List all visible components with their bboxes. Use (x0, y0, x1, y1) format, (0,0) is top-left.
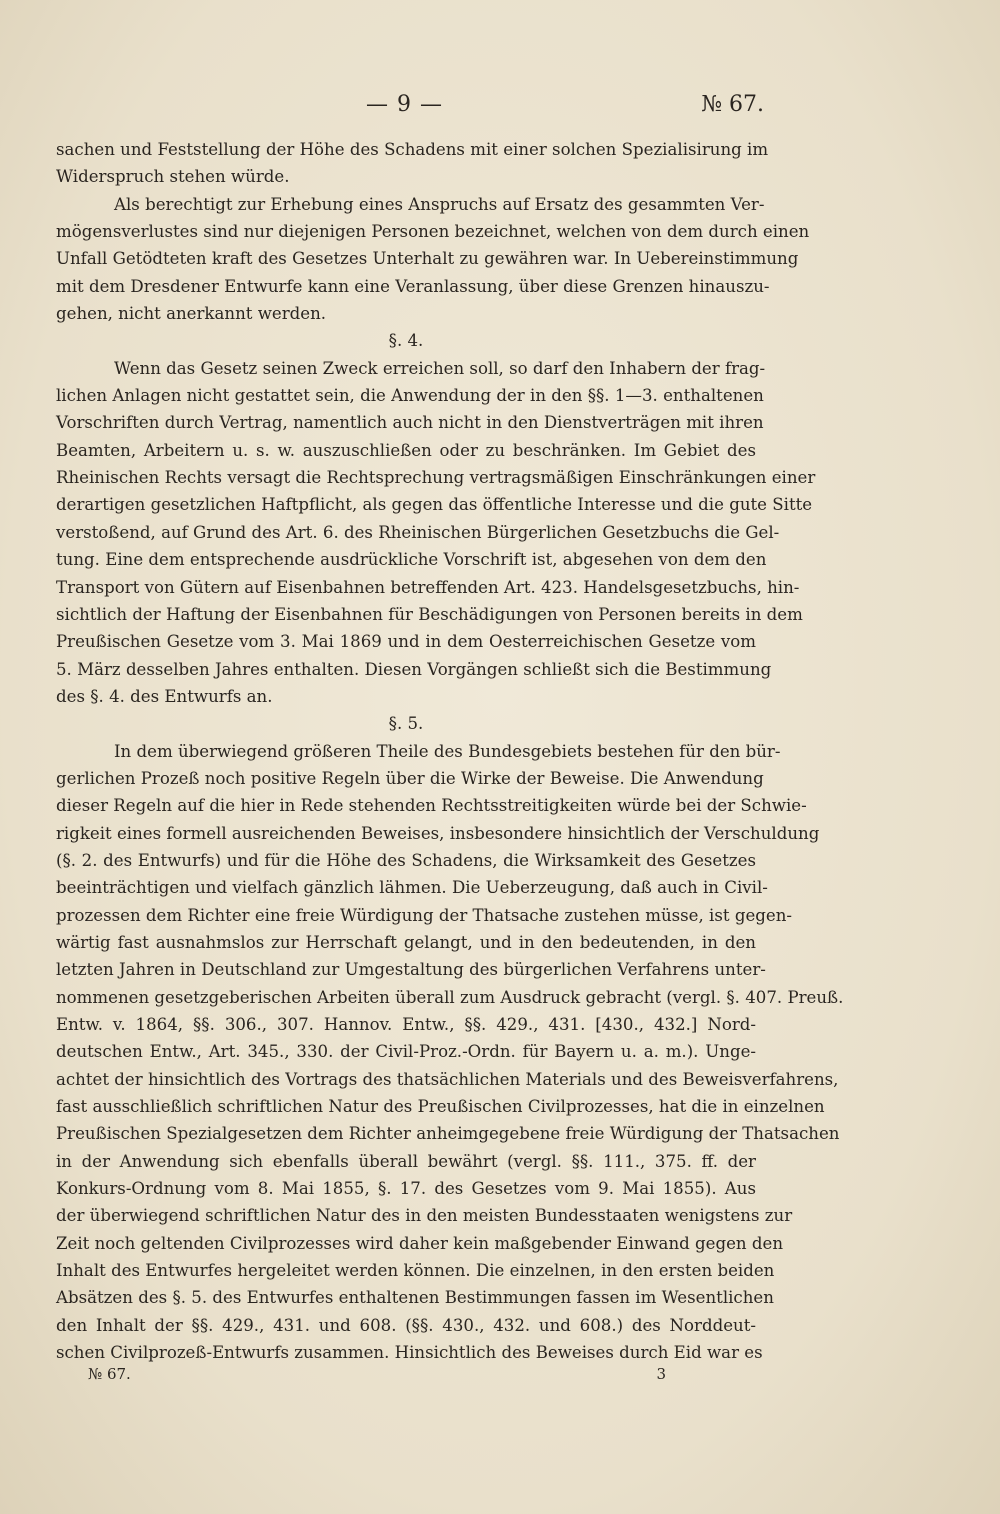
text-line: der überwiegend schriftlichen Natur des in den meisten Bundesstaaten wenigstens zur (56, 1206, 793, 1226)
sheet-signature: 3 (656, 1365, 666, 1383)
text-line: Beamten, Arbeitern u. s. w. auszuschließen oder zu beschränken. Im Gebiet des (56, 440, 756, 460)
text-line: Inhalt des Entwurfes hergeleitet werden können. Die einzelnen, in den ersten beiden (56, 1261, 775, 1281)
text-line: sachen und Feststellung der Höhe des Schadens mit einer solchen Spezialisirung im (56, 140, 769, 159)
text-line: Absätzen des §. 5. des Entwurfes enthaltenen Bestimmungen fassen im Wesentlichen (56, 1288, 774, 1308)
text-line: Rheinischen Rechts versagt die Rechtsprechung vertragsmäßigen Einschränkungen einer (56, 468, 816, 488)
text-line: Als berechtigt zur Erhebung eines Anspruchs auf Ersatz des gesammten Ver- (114, 194, 765, 214)
text-line: den Inhalt der §§. 429., 431. und 608. (§§. 430., 432. und 608.) des Norddeut- (56, 1315, 756, 1335)
text-line: Transport von Gütern auf Eisenbahnen betreffenden Art. 423. Handelsgesetzbuchs, hin- (56, 577, 800, 597)
text-line: des §. 4. des Entwurfs an. (56, 686, 273, 706)
text-line: lichen Anlagen nicht gestattet sein, die Anwendung der in den §§. 1—3. enthaltenen (56, 386, 764, 406)
text-line: schen Civilprozeß-Entwurfs zusammen. Hinsichtlich des Beweises durch Eid war es (56, 1343, 763, 1363)
footer-document-number: № 67. (88, 1365, 131, 1383)
text-line: letzten Jahren in Deutschland zur Umgestaltung des bürgerlichen Verfahrens unter- (56, 960, 766, 980)
text-line: beeinträchtigen und vielfach gänzlich lähmen. Die Ueberzeugung, daß auch in Civil- (56, 878, 768, 898)
text-line: Preußischen Spezialgesetzen dem Richter anheimgegebene freie Würdigung der Thatsachen (56, 1124, 840, 1144)
text-line: Konkurs-Ordnung vom 8. Mai 1855, §. 17. des Gesetzes vom 9. Mai 1855). Aus (56, 1179, 756, 1199)
text-line: Vorschriften durch Vertrag, namentlich auch nicht in den Dienstverträgen mit ihren (56, 413, 764, 433)
text-line: gerlichen Prozeß noch positive Regeln über die Wirke der Beweise. Die Anwendung (56, 768, 764, 788)
text-line: fast ausschließlich schriftlichen Natur des Preußischen Civilprozesses, hat die in einzelnen (56, 1097, 825, 1117)
text-line: (§. 2. des Entwurfs) und für die Höhe des Schadens, die Wirksamkeit des Gesetzes (56, 850, 756, 870)
text-line: achtet der hinsichtlich des Vortrags des thatsächlichen Materials und des Beweisverfahrens, (56, 1069, 839, 1089)
text-line: Zeit noch geltenden Civilprozesses wird daher kein maßgebender Einwand gegen den (56, 1233, 784, 1253)
text-line: 5. März desselben Jahres enthalten. Diesen Vorgängen schließt sich die Bestimmung (56, 659, 772, 679)
text-line: rigkeit eines formell ausreichenden Beweises, insbesondere hinsichtlich der Verschuldung (56, 823, 820, 843)
section-heading: §. 5. (388, 714, 424, 734)
page-number: — 9 — (366, 92, 443, 117)
text-line: wärtig fast ausnahmslos zur Herrschaft gelangt, und in den bedeutenden, in den (56, 932, 756, 952)
text-line: derartigen gesetzlichen Haftpflicht, als gegen das öffentliche Interesse und die gute Sitte (56, 495, 813, 515)
page-footer (88, 1365, 666, 1389)
text-line: verstoßend, auf Grund des Art. 6. des Rheinischen Bürgerlichen Gesetzbuchs die Gel- (56, 522, 780, 542)
text-line: sichtlich der Haftung der Eisenbahnen für Beschädigungen von Personen bereits in dem (56, 604, 803, 624)
text-line: Preußischen Gesetze vom 3. Mai 1869 und in dem Oesterreichischen Gesetze vom (56, 632, 756, 652)
text-line: gehen, nicht anerkannt werden. (56, 304, 327, 324)
text-line: deutschen Entw., Art. 345., 330. der Civil-Proz.-Ordn. für Bayern u. a. m.). Unge- (56, 1042, 756, 1062)
text-line: In dem überwiegend größeren Theile des Bundesgebiets bestehen für den bür- (114, 741, 781, 761)
text-line: Unfall Getödteten kraft des Gesetzes Unterhalt zu gewähren war. In Uebereinstimmung (56, 249, 799, 269)
text-line: tung. Eine dem entsprechende ausdrückliche Vorschrift ist, abgesehen von dem den (56, 550, 767, 570)
page-header (56, 92, 764, 124)
text-line: Widerspruch stehen würde. (56, 167, 290, 187)
text-line: prozessen dem Richter eine freie Würdigung der Thatsache zustehen müsse, ist gegen- (56, 905, 792, 925)
section-heading: §. 4. (388, 331, 424, 351)
text-line: in der Anwendung sich ebenfalls überall bewährt (vergl. §§. 111., 375. ff. der (56, 1151, 756, 1171)
text-line: mögensverlustes sind nur diejenigen Personen bezeichnet, welchen von dem durch einen (56, 222, 810, 242)
text-line: Entw. v. 1864, §§. 306., 307. Hannov. Entw., §§. 429., 431. [430., 432.] Nord- (56, 1015, 756, 1034)
text-line: dieser Regeln auf die hier in Rede stehenden Rechtsstreitigkeiten würde bei der Schwie- (56, 796, 807, 816)
document-number: № 67. (701, 92, 764, 117)
text-line: Wenn das Gesetz seinen Zweck erreichen soll, so darf den Inhabern der frag- (114, 358, 766, 378)
text-line: nommenen gesetzgeberischen Arbeiten überall zum Ausdruck gebracht (vergl. §. 407. Preuß. (56, 987, 844, 1007)
body-text (56, 136, 844, 1366)
text-line: mit dem Dresdener Entwurfe kann eine Veranlassung, über diese Grenzen hinauszu- (56, 276, 770, 296)
